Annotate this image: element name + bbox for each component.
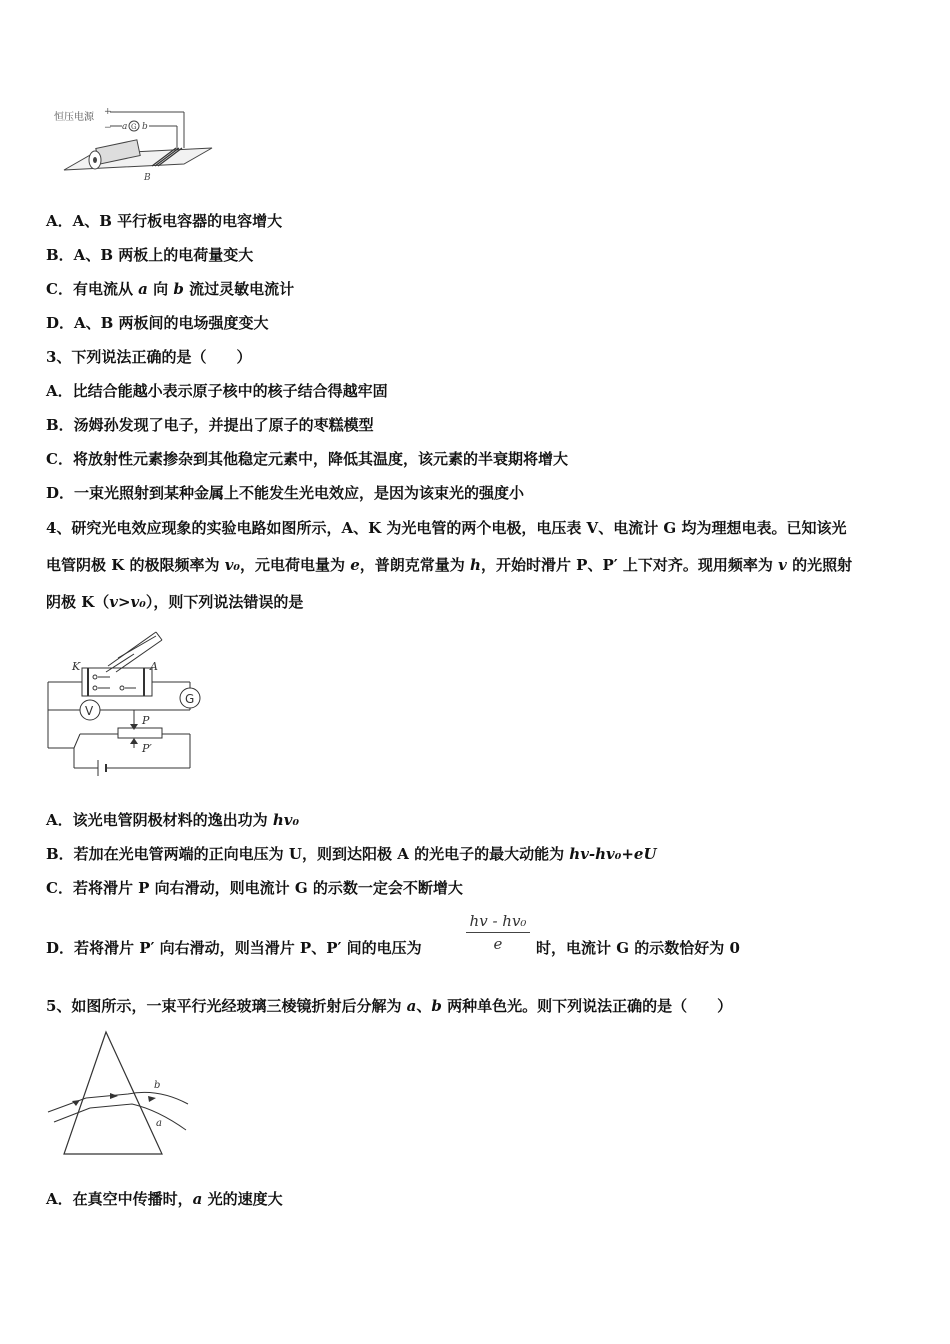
q4-option-d-post: 时，电流计 G 的示数恰好为 0 (536, 939, 740, 957)
capacitor-circuit-figure (52, 104, 222, 184)
q3-option-a: A．比结合能越小表示原子核中的核子结合得越牢固 (46, 382, 388, 400)
q4-option-b-pre: B．若加在光电管两端的正向电压为 U，则到达阳极 A 的光电子的最大动能为 (46, 845, 570, 863)
q4-option-d-fraction (466, 912, 530, 953)
q4-v0: v₀ (224, 556, 241, 574)
q2-option-c (46, 279, 294, 299)
q2-option-a: A．A、B 平行板电容器的电容增大 (46, 212, 283, 230)
q5-option-a (46, 1189, 283, 1209)
q3-option-d: D．一束光照射到某种金属上不能发生光电效应，是因为该束光的强度小 (46, 484, 525, 502)
q2-option-d: D．A、B 两板间的电场强度变大 (46, 314, 269, 332)
voltmeter-label: V (85, 704, 94, 718)
q5-option-a-pre: A．在真空中传播时， (46, 1190, 193, 1208)
prism-figure (46, 1030, 196, 1158)
q4-stem2-b: ，元电荷电量为 (240, 556, 351, 574)
q4-stem-line2 (46, 555, 852, 575)
q5-b: b (431, 997, 442, 1015)
ray-b-label: b (154, 1080, 161, 1091)
fraction-denominator: e (493, 935, 503, 953)
q4-stem2-a: 电管阴极 K 的极限频率为 (46, 556, 225, 574)
slider-p-prime-label: P′ (142, 742, 152, 755)
q2-option-c-pre: C．有电流从 (46, 280, 139, 298)
minus-sign: − (104, 123, 112, 133)
q2-option-c-mid: 向 (147, 280, 174, 298)
galvanometer-label: G (131, 123, 137, 131)
anode-a-label: A (150, 660, 158, 673)
fraction-numerator: hv - hv₀ (469, 912, 527, 930)
q4-stem-line3 (46, 592, 303, 612)
q4-stem2-d: ，开始时滑片 P、P′ 上下对齐。现用频率为 (480, 556, 779, 574)
q4-v: v (778, 556, 787, 574)
q4-option-b-expr: hv-hv₀+eU (569, 845, 657, 863)
q4-stem3-b: ），则下列说法错误的是 (145, 593, 304, 611)
q4-option-c: C．若将滑片 P 向右滑动，则电流计 G 的示数一定会不断增大 (46, 879, 463, 897)
q5-a: a (406, 997, 417, 1015)
q4-option-a (46, 810, 299, 830)
q2-option-c-post: 流过灵敏电流计 (183, 280, 295, 298)
q4-option-a-expr: hv₀ (272, 811, 300, 829)
q3-stem: 3、下列说法正确的是（ ） (46, 348, 252, 366)
q5-option-a-post: 光的速度大 (202, 1190, 283, 1208)
q4-option-b (46, 844, 657, 864)
glass-prism (64, 1032, 162, 1154)
terminal-b: b (142, 122, 148, 132)
q3-option-b: B．汤姆孙发现了电子，并提出了原子的枣糕模型 (46, 416, 374, 434)
galvanometer-label: G (185, 692, 195, 706)
q4-stem3-a: 阴极 K（ (46, 593, 110, 611)
q5-stem-b: 、 (416, 997, 432, 1015)
q4-e: e (350, 556, 360, 574)
q2-option-c-b: b (173, 280, 184, 298)
q4-option-d-pre: D．若将滑片 P′ 向右滑动，则当滑片 P、P′ 间的电压为 (46, 939, 422, 957)
q5-stem-a: 5、如图所示，一束平行光经玻璃三棱镜折射后分解为 (46, 997, 407, 1015)
q5-stem-c: 两种单色光。则下列说法正确的是（ ） (441, 997, 733, 1015)
q4-h: h (470, 556, 481, 574)
q4-option-a-pre: A．该光电管阴极材料的逸出功为 (46, 811, 273, 829)
q5-option-a-a: a (192, 1190, 203, 1208)
slider-p-label: P (142, 714, 150, 727)
q4-stem2-c: ，普朗克常量为 (359, 556, 471, 574)
plate-b-label: B (144, 173, 151, 183)
terminal-a: a (122, 122, 128, 132)
power-source-label: 恒压电源 (54, 112, 94, 123)
q2-option-c-a: a (138, 280, 148, 298)
q5-stem (46, 996, 732, 1016)
q4-stem2-e: 的光照射 (786, 556, 853, 574)
ray-a-label: a (156, 1118, 162, 1129)
photoelectric-circuit-figure (44, 626, 210, 778)
q4-stem-line1: 4、研究光电效应现象的实验电路如图所示，A、K 为光电管的两个电极，电压表 V、电流计 G 均为理想电表。已知该光 (46, 519, 847, 537)
q2-option-b: B．A、B 两板上的电荷量变大 (46, 246, 254, 264)
cathode-k-label: K (72, 660, 81, 673)
plus-sign: + (104, 107, 112, 117)
q3-option-c: C．将放射性元素掺杂到其他稳定元素中，降低其温度，该元素的半衰期将增大 (46, 450, 568, 468)
q4-condition: v>v₀ (109, 593, 146, 611)
